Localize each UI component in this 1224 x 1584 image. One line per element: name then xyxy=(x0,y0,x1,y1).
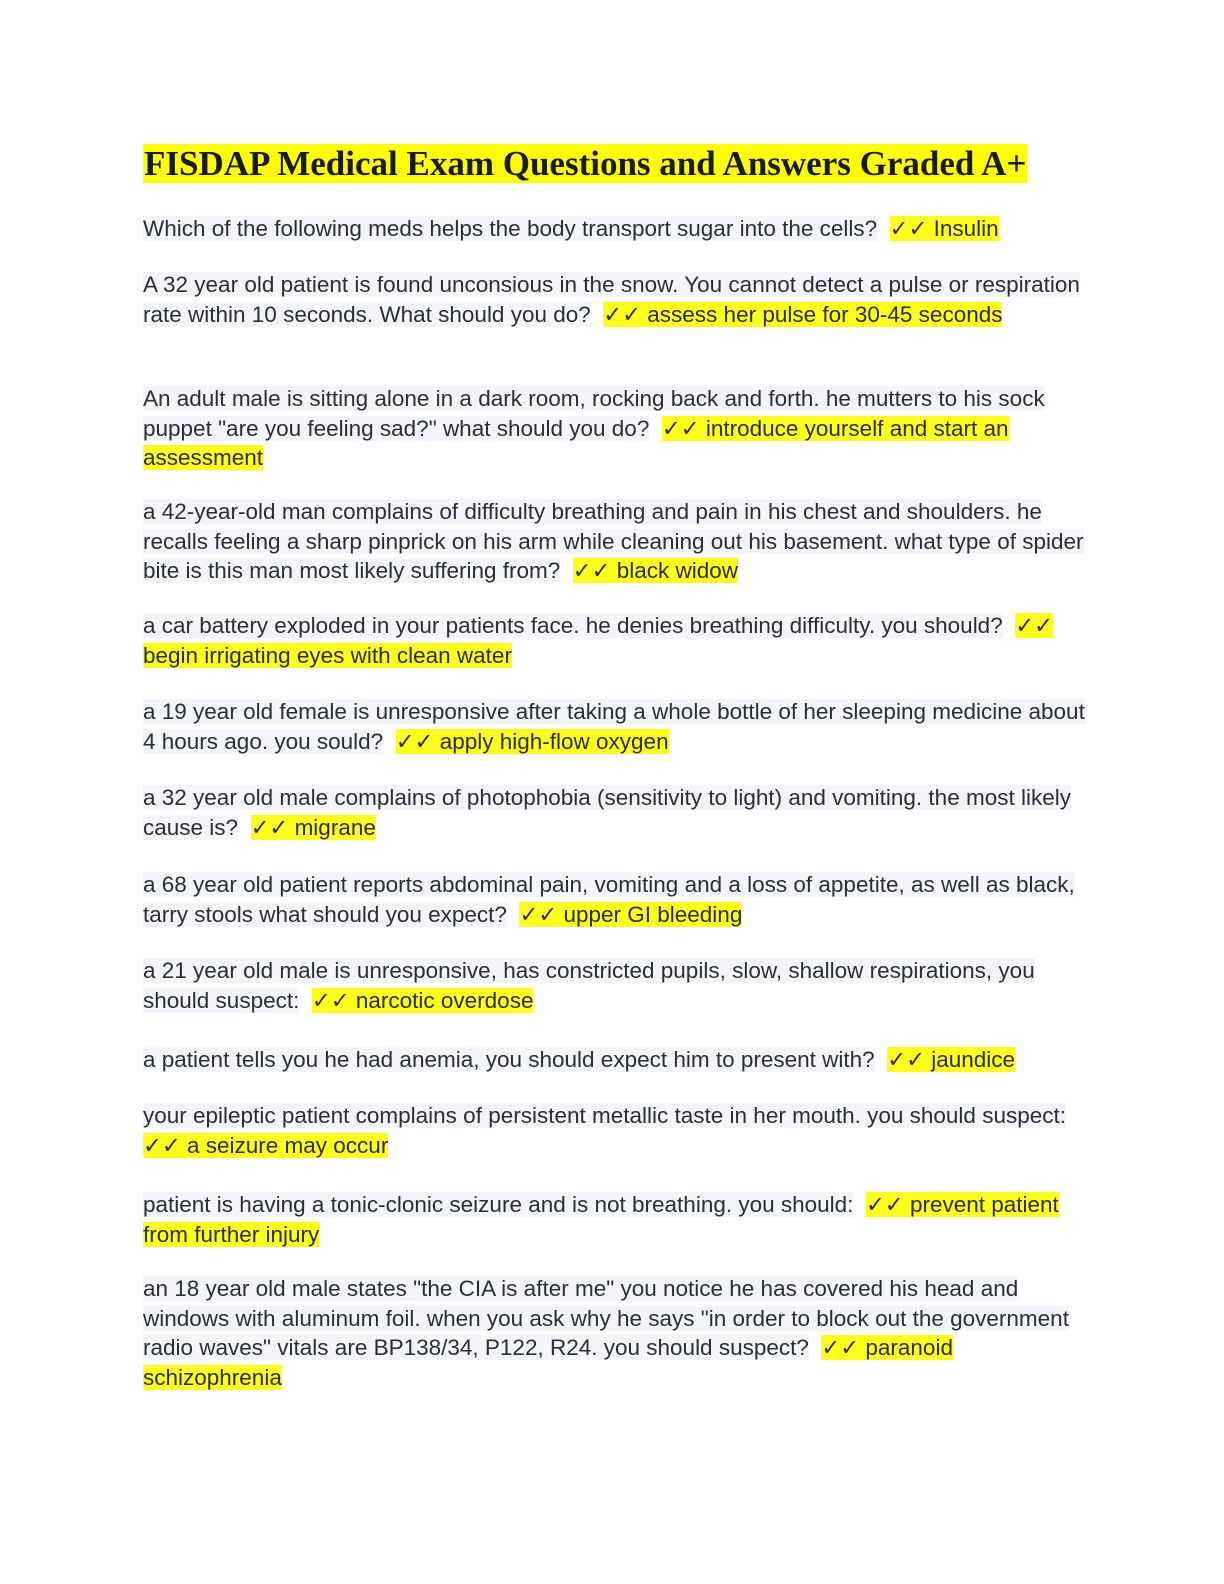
qa-item xyxy=(143,783,1088,842)
question-text: a 42-year-old man complains of difficulty breathing and pain in his chest and shoulders. he recalls feeling a sharp pinprick on his arm while cleaning out his basement. what type of spider bite is this man most likely suffering from? xyxy=(143,499,1084,583)
check-mark-icon: ✓✓ xyxy=(603,301,642,327)
answer-highlight xyxy=(890,216,999,241)
question-text: patient is having a tonic-clonic seizure and is not breathing. you should: xyxy=(143,1192,854,1217)
qa-item xyxy=(143,1101,1088,1160)
answer-text: paranoid schizophrenia xyxy=(143,1335,953,1390)
question-text: your epileptic patient complains of persistent metallic taste in her mouth. you should suspect: xyxy=(143,1103,1066,1128)
question-text: a 19 year old female is unresponsive after taking a whole bottle of her sleeping medicine about 4 hours ago. you sould? xyxy=(143,699,1085,754)
answer-text: apply high-flow oxygen xyxy=(439,728,669,754)
answer-highlight xyxy=(519,902,742,927)
answer-text: migrane xyxy=(294,814,376,840)
answer-text: black widow xyxy=(616,558,739,583)
check-mark-icon: ✓✓ xyxy=(889,216,928,241)
check-mark-icon: ✓✓ xyxy=(887,1047,925,1072)
answer-text: narcotic overdose xyxy=(355,987,534,1013)
check-mark-icon: ✓✓ xyxy=(143,1132,181,1158)
check-mark-icon: ✓✓ xyxy=(519,901,558,927)
answer-highlight xyxy=(603,302,1002,327)
answer-text: assess her pulse for 30-45 seconds xyxy=(647,301,1003,327)
qa-item xyxy=(143,956,1088,1015)
qa-item xyxy=(143,497,1088,586)
answer-text: introduce yourself and start an assessment xyxy=(143,415,1009,470)
question-text: a car battery exploded in your patients face. he denies breathing difficulty. you should? xyxy=(143,613,1003,638)
qa-item xyxy=(143,1190,1088,1249)
qa-item xyxy=(143,611,1088,670)
qa-item xyxy=(143,384,1088,473)
check-mark-icon: ✓✓ xyxy=(865,1192,904,1217)
question-text: a patient tells you he had anemia, you should expect him to present with? xyxy=(143,1047,875,1072)
question-text: A 32 year old patient is found unconsious in the snow. You cannot detect a pulse or respiration rate within 10 seconds. What should you do? xyxy=(143,272,1080,327)
qa-item xyxy=(143,697,1088,756)
qa-item xyxy=(143,214,1088,244)
answer-text: begin irrigating eyes with clean water xyxy=(143,642,512,668)
answer-text: a seizure may occur xyxy=(186,1132,389,1158)
check-mark-icon: ✓✓ xyxy=(572,558,611,583)
check-mark-icon: ✓✓ xyxy=(1015,613,1053,638)
check-mark-icon: ✓✓ xyxy=(311,987,350,1013)
answer-highlight xyxy=(312,988,534,1013)
answer-highlight xyxy=(251,815,376,840)
question-text: a 68 year old patient reports abdominal pain, vomiting and a loss of appetite, as well as black, tarry stools what should you expect? xyxy=(143,872,1075,927)
answer-text: prevent patient from further injury xyxy=(143,1192,1059,1247)
question-text: Which of the following meds helps the body transport sugar into the cells? xyxy=(143,216,878,241)
qa-item xyxy=(143,1045,1088,1075)
question-text: a 21 year old male is unresponsive, has constricted pupils, slow, shallow respirations, you should suspect: xyxy=(143,958,1035,1013)
document-title xyxy=(143,142,1027,186)
answer-text: upper GI bleeding xyxy=(563,901,743,927)
answer-highlight xyxy=(396,729,669,754)
answer-highlight xyxy=(573,558,738,583)
question-text: an 18 year old male states "the CIA is after me" you notice he has covered his head and windows with aluminum foil. when you ask why he says "in order to block out the government radio waves" vitals are BP138/34, P122, R24. you should suspect? xyxy=(143,1276,1069,1360)
check-mark-icon: ✓✓ xyxy=(250,814,289,840)
qa-item xyxy=(143,870,1088,929)
title-highlight: FISDAP Medical Exam Questions and Answers Graded A+ xyxy=(144,144,1027,183)
answer-text: Insulin xyxy=(933,216,999,241)
question-text: a 32 year old male complains of photophobia (sensitivity to light) and vomiting. the most likely cause is? xyxy=(143,785,1071,840)
qa-item xyxy=(143,270,1088,329)
answer-text: jaundice xyxy=(931,1047,1016,1072)
check-mark-icon: ✓✓ xyxy=(395,728,434,754)
check-mark-icon: ✓✓ xyxy=(661,415,700,441)
question-text: An adult male is sitting alone in a dark room, rocking back and forth. he mutters to his sock puppet "are you feeling sad?" what should you do? xyxy=(143,386,1045,441)
check-mark-icon: ✓✓ xyxy=(821,1335,860,1360)
answer-highlight xyxy=(887,1047,1015,1072)
answer-highlight xyxy=(143,1133,388,1158)
qa-item xyxy=(143,1274,1088,1392)
